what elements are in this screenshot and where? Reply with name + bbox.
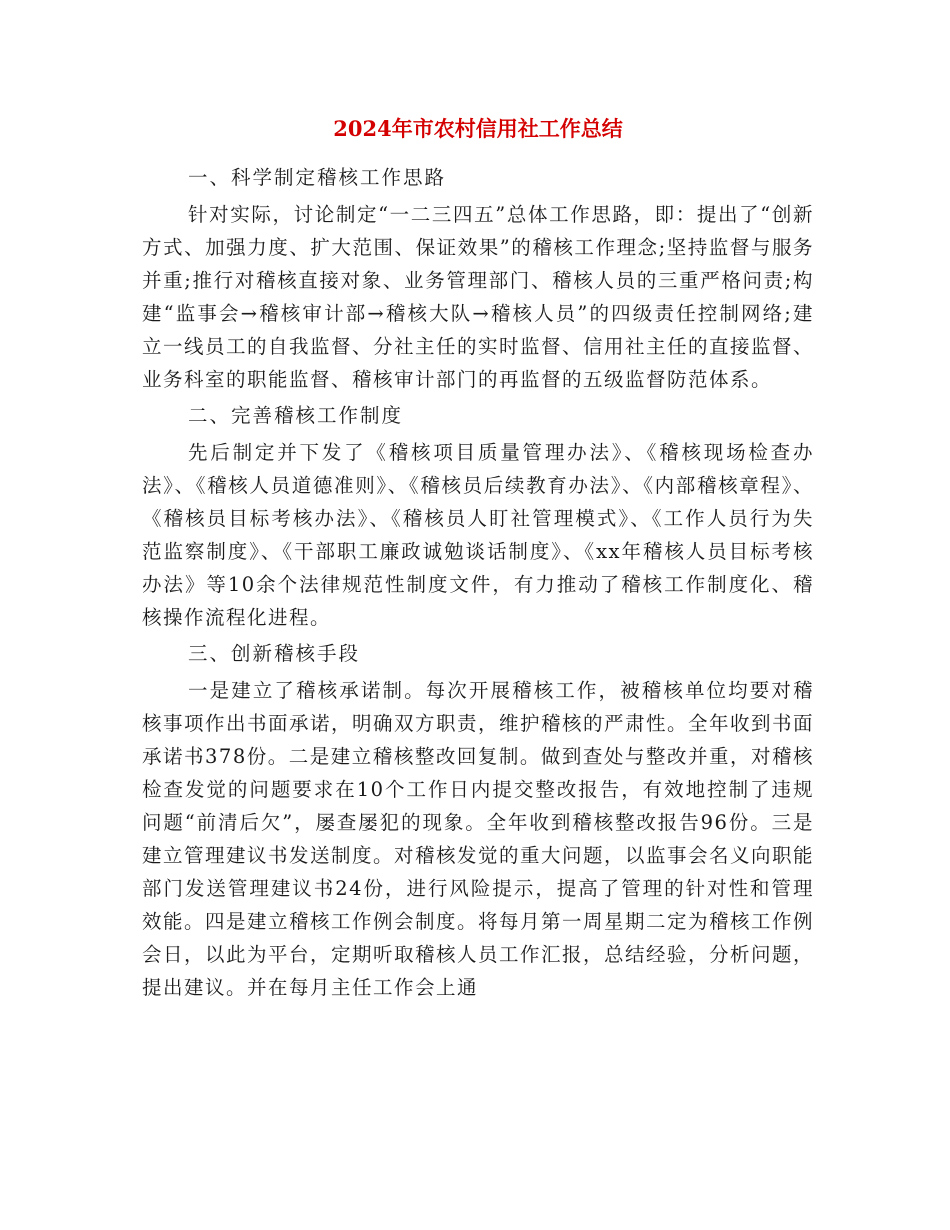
section-body-2: 先后制定并下发了《稽核项目质量管理办法》、《稽核现场检查办法》、《稽核人员道德准则》、《稽核员后续教育办法》、《内部稽核章程》、《稽核员目标考核办法》、《稽核员人盯社管理模式》、《工作人员行为失范监察制度》、《干部职工廉政诚勉谈话制度》、《xx年稽核人员目标考核办法》等10余个法律规范性制度文件，有力推动了稽核工作制度化、稽核操作流程化进程。 xyxy=(142,441,814,629)
document-page xyxy=(142,112,814,1004)
section-heading-3: 三、创新稽核手段 xyxy=(188,642,361,665)
document-title: 2024年市农村信用社工作总结 xyxy=(333,116,623,141)
section-body-3: 一是建立了稽核承诺制。每次开展稽核工作，被稽核单位均要对稽核事项作出书面承诺，明确双方职责，维护稽核的严肃性。全年收到书面承诺书378份。二是建立稽核整改回复制。做到查处与整改并重，对稽核检查发觉的问题要求在10个工作日内提交整改报告，有效地控制了违规问题“前清后欠”，屡查屡犯的现象。全年收到稽核整改报告96份。三是建立管理建议书发送制度。对稽核发觉的重大问题，以监事会名义向职能部门发送管理建议书24份，进行风险提示，提高了管理的针对性和管理效能。四是建立稽核工作例会制度。将每月第一周星期二定为稽核工作例会日，以此为平台，定期听取稽核人员工作汇报，总结经验，分析问题，提出建议。并在每月主任工作会上通 xyxy=(142,679,815,999)
section-body-1: 针对实际，讨论制定“一二三四五”总体工作思路，即：提出了“创新方式、加强力度、扩大范围、保证效果”的稽核工作理念;坚持监督与服务并重;推行对稽核直接对象、业务管理部门、稽核人员的三重严格问责;构建“监事会→稽核审计部→稽核大队→稽核人员”的四级责任控制网络;建立一线员工的自我监督、分社主任的实时监督、信用社主任的直接监督、业务科室的职能监督、稽核审计部门的再监督的五级监督防范体系。 xyxy=(142,203,815,391)
section-heading-2: 二、完善稽核工作制度 xyxy=(188,404,404,427)
section-heading-1: 一、科学制定稽核工作思路 xyxy=(188,166,447,189)
